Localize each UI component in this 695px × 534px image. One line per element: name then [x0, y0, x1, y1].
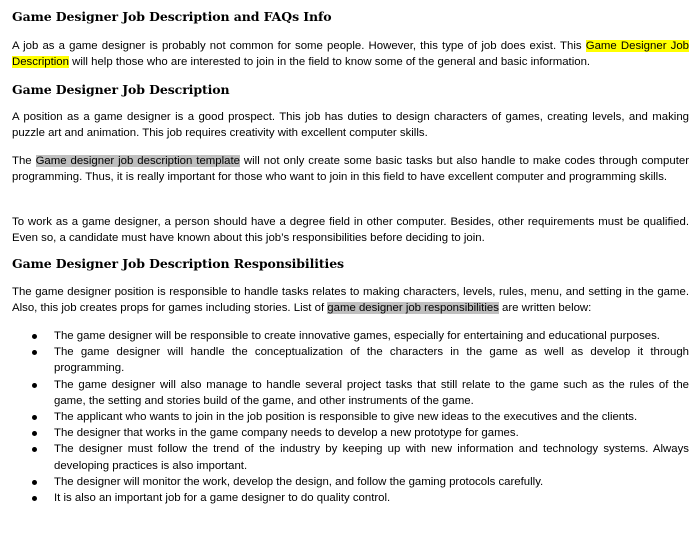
template-text-end: will not only create some basic tasks but also handle to make codes through computer programming. Thus, it is really important for those who want to join in this field to have excellent computer and programming skills. [12, 155, 689, 183]
list-item [12, 425, 689, 441]
intro-text-end: will help those who are interested to join in the field to know some of the general and basic information. [68, 56, 591, 68]
responsibilities-text-end: are written below: [498, 302, 592, 314]
bullet-icon [32, 480, 37, 485]
intro-paragraph [12, 38, 689, 70]
section-title-faqs: Game Designer Job Description and FAQs Info [12, 9, 332, 24]
list-item [12, 441, 689, 473]
template-paragraph [12, 153, 689, 185]
bullet-icon [32, 350, 37, 355]
responsibilities-paragraph [12, 284, 689, 316]
list-item-text: The game designer will also manage to handle several project tasks that still relate to the game such as the rules of the game, the setting and stories build of the game, and other instruments of the game. [54, 378, 689, 407]
list-item-text: The designer will monitor the work, develop the design, and follow the gaming protocols carefully. [54, 475, 544, 488]
bullet-icon [32, 431, 37, 436]
bullet-icon [32, 334, 37, 339]
list-item [12, 344, 689, 376]
responsibilities-list [12, 328, 689, 506]
list-item-text: The designer must follow the trend of the industry by keeping up with new information and technology systems. Always developing practices is also important. [54, 443, 689, 472]
bullet-icon [32, 415, 37, 420]
list-item [12, 377, 689, 409]
list-item-text: It is also an important job for a game designer to do quality control. [54, 492, 391, 505]
list-item [12, 490, 689, 506]
template-text-start: The [12, 155, 36, 167]
list-item-text: The applicant who wants to join in the job position is responsible to give new ideas to the executives and the clients. [54, 411, 638, 424]
responsibilities-text-start: The game designer position is responsible to handle tasks relates to making characters, levels, rules, menu, and setting in the game. Also, this job creates props for games including stories. List of [12, 286, 689, 314]
intro-text-start: A job as a game designer is probably not common for some people. However, this type of job does exist. This [12, 40, 586, 52]
bullet-icon [32, 496, 37, 501]
template-highlight: Game designer job description template [35, 155, 240, 167]
list-item [12, 474, 689, 490]
list-item [12, 328, 689, 344]
prospect-paragraph: A position as a game designer is a good prospect. This job has duties to design characters of games, creating levels, and making puzzle art and animation. This job requires creativity with excellent computer skills. [12, 111, 689, 139]
responsibilities-highlight: game designer job responsibilities [327, 302, 499, 314]
list-item-text: The designer that works in the game company needs to develop a new prototype for games. [54, 427, 519, 440]
list-item [12, 409, 689, 425]
section-title-responsibilities: Game Designer Job Description Responsibilities [12, 256, 344, 271]
list-item-text: The game designer will handle the conceptualization of the characters in the game as well as develop it through programming. [54, 346, 689, 375]
bullet-icon [32, 383, 37, 388]
list-item-text: The game designer will be responsible to create innovative games, especially for entertaining and educational purposes. [54, 330, 660, 342]
section-title-job-description: Game Designer Job Description [12, 82, 230, 97]
requirements-paragraph: To work as a game designer, a person should have a degree field in other computer. Besides, other requirements must be qualified. Even so, a candidate must have known about this job’s responsibilities before deciding to join. [12, 216, 689, 244]
bullet-icon [32, 447, 37, 452]
job-description-highlight: Game Designer Job Description [12, 40, 689, 68]
